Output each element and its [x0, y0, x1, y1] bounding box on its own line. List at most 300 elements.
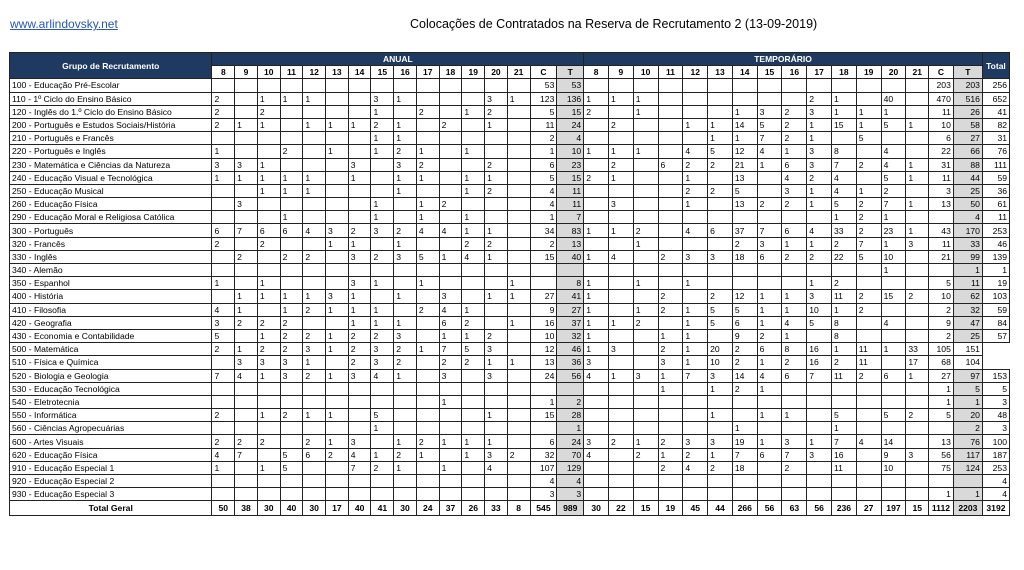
temp-cell: 5 [929, 277, 954, 290]
temp-cell: 33 [953, 237, 982, 250]
temp-cell [633, 171, 658, 184]
anual-cell [507, 171, 530, 184]
anual-cell: 53 [557, 79, 584, 92]
anual-cell [507, 382, 530, 395]
anual-cell [462, 382, 485, 395]
temp-cell: 1 [906, 198, 929, 211]
anual-col-19: 19 [462, 66, 485, 79]
anual-cell [235, 422, 258, 435]
anual-cell: 2 [416, 435, 439, 448]
temp-cell [782, 475, 807, 488]
anual-cell [212, 475, 235, 488]
anual-cell: 15 [530, 250, 557, 263]
temp-cell [807, 382, 832, 395]
temp-cell: 4 [683, 224, 708, 237]
anual-cell [394, 264, 417, 277]
anual-cell: 1 [348, 118, 371, 131]
temp-cell: 2 [708, 461, 733, 474]
temp-cell: 1 [658, 369, 683, 382]
temp-cell: 2 [782, 461, 807, 474]
temp-cell: 1 [608, 224, 633, 237]
temp-cell: 58 [953, 118, 982, 131]
temp-cell [708, 171, 733, 184]
anual-cell: 1 [303, 118, 326, 131]
anual-cell [257, 198, 280, 211]
temp-cell: 16 [807, 343, 832, 356]
temp-cell: 2 [608, 158, 633, 171]
temp-cell: 1 [584, 343, 609, 356]
anual-cell: 1 [439, 250, 462, 263]
anual-cell: 1 [235, 171, 258, 184]
anual-cell [326, 79, 349, 92]
anual-cell: 1 [371, 277, 394, 290]
anual-cell [326, 488, 349, 501]
anual-cell: 2 [394, 145, 417, 158]
temp-cell: 2 [856, 290, 881, 303]
temp-cell: 2 [807, 92, 832, 105]
anual-cell: 1 [280, 303, 303, 316]
anual-cell [303, 475, 326, 488]
temp-cell: 7 [832, 435, 857, 448]
anual-cell [416, 290, 439, 303]
anual-cell [439, 488, 462, 501]
temp-cell [782, 92, 807, 105]
anual-cell: 2 [212, 343, 235, 356]
total-temp-cell: 27 [856, 501, 881, 516]
anual-cell: 1 [326, 118, 349, 131]
anual-cell: 1 [371, 211, 394, 224]
anual-cell: 7 [235, 448, 258, 461]
temp-cell: 21 [929, 250, 954, 263]
temp-cell: 27 [953, 132, 982, 145]
anual-cell: 1 [326, 237, 349, 250]
temp-cell [832, 475, 857, 488]
temp-cell: 6 [658, 158, 683, 171]
temp-cell [608, 422, 633, 435]
total-temp-cell: 1112 [929, 501, 954, 516]
temp-cell: 47 [953, 316, 982, 329]
temp-cell [906, 461, 929, 474]
temp-cell [856, 461, 881, 474]
anual-cell: 2 [485, 158, 508, 171]
temp-cell [856, 316, 881, 329]
anual-cell: 5 [280, 448, 303, 461]
temp-cell: 13 [929, 198, 954, 211]
anual-cell [257, 475, 280, 488]
temp-cell [633, 132, 658, 145]
temp-cell: 2 [757, 329, 782, 342]
anual-cell [439, 105, 462, 118]
anual-cell: 1 [507, 316, 530, 329]
anual-cell [326, 171, 349, 184]
temp-cell: 2 [708, 290, 733, 303]
temp-cell [584, 488, 609, 501]
total-temp-cell: 19 [658, 501, 683, 516]
temp-cell: 3 [584, 356, 609, 369]
temp-cell [633, 409, 658, 422]
temp-cell [881, 488, 906, 501]
anual-cell: 28 [557, 409, 584, 422]
anual-cell: 1 [303, 290, 326, 303]
temp-cell [633, 395, 658, 408]
row-label: 910 - Educação Especial 1 [10, 461, 212, 474]
temp-cell: 1 [584, 316, 609, 329]
anual-cell [235, 488, 258, 501]
temp-cell [683, 105, 708, 118]
anual-cell: 1 [303, 92, 326, 105]
anual-cell: 3 [371, 356, 394, 369]
temp-cell: 2 [708, 184, 733, 197]
temp-col-c: C [929, 66, 954, 79]
temp-cell: 2 [807, 171, 832, 184]
row-label: 110 - 1º Ciclo do Ensino Básico [10, 92, 212, 105]
anual-cell [416, 369, 439, 382]
anual-cell: 2 [257, 105, 280, 118]
anual-cell: 1 [326, 145, 349, 158]
temp-cell: 1 [683, 343, 708, 356]
temp-cell: 2 [584, 171, 609, 184]
anual-cell [485, 422, 508, 435]
temp-cell [757, 422, 782, 435]
anual-cell [439, 158, 462, 171]
anual-cell: 1 [280, 184, 303, 197]
anual-cell: 2 [439, 356, 462, 369]
row-label: 420 - Geografia [10, 316, 212, 329]
temp-cell: 1 [782, 409, 807, 422]
anual-cell [462, 488, 485, 501]
anual-cell: 8 [557, 277, 584, 290]
temp-cell [608, 237, 633, 250]
temp-cell [856, 382, 881, 395]
temp-cell [633, 382, 658, 395]
temp-cell: 1 [929, 488, 954, 501]
anual-cell [326, 475, 349, 488]
temp-cell: 1 [881, 105, 906, 118]
anual-col-t: T [557, 66, 584, 79]
temp-cell: 2 [782, 105, 807, 118]
temp-cell [658, 79, 683, 92]
temp-cell: 2 [856, 211, 881, 224]
header-row-main [10, 53, 1010, 66]
anual-cell: 1 [416, 145, 439, 158]
anual-cell: 7 [557, 211, 584, 224]
anual-cell: 1 [326, 435, 349, 448]
total-temp-cell: 266 [732, 501, 757, 516]
anual-cell: 1 [303, 171, 326, 184]
temp-cell [757, 92, 782, 105]
anual-cell: 24 [530, 369, 557, 382]
anual-cell: 2 [235, 316, 258, 329]
temp-cell [608, 303, 633, 316]
temp-cell: 1 [683, 329, 708, 342]
anual-cell: 53 [530, 79, 557, 92]
temp-cell [584, 198, 609, 211]
temp-cell: 4 [881, 316, 906, 329]
temp-cell [856, 277, 881, 290]
temp-cell [906, 105, 929, 118]
anual-cell: 1 [257, 290, 280, 303]
anual-cell: 2 [394, 224, 417, 237]
temp-cell: 3 [683, 435, 708, 448]
anual-cell [462, 475, 485, 488]
temp-cell [782, 277, 807, 290]
anual-cell [257, 145, 280, 158]
anual-cell: 1 [485, 224, 508, 237]
total-anual-cell: 50 [212, 501, 235, 516]
temp-cell: 470 [929, 92, 954, 105]
temp-cell: 117 [953, 448, 982, 461]
temp-cell: 2 [906, 290, 929, 303]
temp-cell: 5 [953, 382, 982, 395]
temp-cell [683, 79, 708, 92]
anual-cell: 1 [257, 158, 280, 171]
temp-cell: 2 [633, 448, 658, 461]
temp-cell [929, 264, 954, 277]
anual-cell: 1 [394, 171, 417, 184]
anual-cell [303, 211, 326, 224]
anual-cell [303, 132, 326, 145]
temp-cell: 13 [732, 171, 757, 184]
temp-col-12: 12 [683, 66, 708, 79]
anual-cell [348, 184, 371, 197]
anual-cell [257, 303, 280, 316]
anual-cell [507, 250, 530, 263]
row-label: 120 - Inglês do 1.º Ciclo do Ensino Básico [10, 105, 212, 118]
table-row [10, 105, 1010, 118]
anual-cell [212, 356, 235, 369]
temp-cell [658, 277, 683, 290]
anual-cell: 1 [557, 422, 584, 435]
row-label: 400 - História [10, 290, 212, 303]
total-anual-cell: 24 [416, 501, 439, 516]
temp-cell: 40 [881, 92, 906, 105]
anual-cell: 2 [212, 409, 235, 422]
temp-cell [906, 395, 929, 408]
table-row [10, 475, 1010, 488]
anual-cell: 1 [507, 92, 530, 105]
temp-cell: 1 [633, 435, 658, 448]
anual-cell: 1 [257, 184, 280, 197]
anual-cell [348, 422, 371, 435]
temp-cell [608, 264, 633, 277]
temp-cell [856, 448, 881, 461]
anual-cell [303, 145, 326, 158]
temp-cell: 2 [683, 184, 708, 197]
row-total: 5 [982, 382, 1009, 395]
page-title: Colocações de Contratados na Reserva de Recrutamento 2 (13-09-2019) [410, 17, 818, 31]
total-anual-cell: 40 [280, 501, 303, 516]
temp-cell: 13 [929, 435, 954, 448]
row-total: 4 [982, 488, 1009, 501]
anual-cell: 3 [485, 92, 508, 105]
row-total: 104 [953, 356, 982, 369]
temp-cell: 3 [708, 435, 733, 448]
row-total: 11 [982, 211, 1009, 224]
temp-cell: 3 [807, 158, 832, 171]
row-label: 300 - Português [10, 224, 212, 237]
anual-cell: 1 [485, 118, 508, 131]
anual-cell: 2 [280, 316, 303, 329]
temp-cell: 1 [683, 277, 708, 290]
temp-cell: 5 [807, 316, 832, 329]
temp-cell [633, 422, 658, 435]
temp-cell [658, 237, 683, 250]
anual-cell: 4 [557, 132, 584, 145]
anual-cell: 1 [416, 448, 439, 461]
temp-col-20: 20 [881, 66, 906, 79]
anual-cell [416, 264, 439, 277]
anual-cell [439, 79, 462, 92]
temp-cell: 4 [584, 448, 609, 461]
temp-cell [658, 488, 683, 501]
temp-cell [584, 264, 609, 277]
table-row [10, 343, 1010, 356]
anual-cell: 1 [507, 277, 530, 290]
anual-col-11: 11 [280, 66, 303, 79]
anual-cell: 36 [557, 356, 584, 369]
anual-cell: 2 [280, 329, 303, 342]
anual-cell: 3 [348, 435, 371, 448]
temp-cell: 5 [856, 250, 881, 263]
anual-cell: 107 [530, 461, 557, 474]
temp-cell: 8 [832, 316, 857, 329]
anual-cell: 4 [462, 250, 485, 263]
temp-col-10: 10 [633, 66, 658, 79]
temp-cell [633, 475, 658, 488]
anual-cell: 1 [303, 409, 326, 422]
anual-cell: 2 [485, 329, 508, 342]
temp-cell: 1 [906, 158, 929, 171]
temp-cell: 203 [929, 79, 954, 92]
anual-cell: 1 [326, 303, 349, 316]
anual-cell [235, 105, 258, 118]
anual-cell: 5 [416, 250, 439, 263]
temp-col-17: 17 [807, 66, 832, 79]
temp-cell: 2 [782, 356, 807, 369]
temp-cell [906, 435, 929, 448]
temp-cell: 15 [881, 290, 906, 303]
temp-cell: 22 [832, 250, 857, 263]
total-anual-cell: 41 [371, 501, 394, 516]
anual-cell [439, 184, 462, 197]
anual-cell [485, 132, 508, 145]
temp-cell: 1 [929, 382, 954, 395]
temp-cell: 1 [782, 237, 807, 250]
temp-cell [683, 488, 708, 501]
temp-cell: 2 [856, 224, 881, 237]
anual-cell: 2 [371, 461, 394, 474]
temp-cell: 2 [732, 382, 757, 395]
anual-cell: 3 [326, 224, 349, 237]
temp-cell: 1 [608, 369, 633, 382]
anual-cell: 1 [394, 461, 417, 474]
anual-cell: 2 [212, 435, 235, 448]
anual-cell: 11 [557, 184, 584, 197]
table-row [10, 303, 1010, 316]
anual-cell [371, 171, 394, 184]
anual-cell [257, 448, 280, 461]
anual-cell: 1 [212, 145, 235, 158]
temp-cell: 2 [881, 184, 906, 197]
anual-cell: 1 [462, 329, 485, 342]
temp-cell [832, 488, 857, 501]
temp-cell [832, 382, 857, 395]
temp-cell: 2 [906, 409, 929, 422]
temp-cell: 1 [906, 369, 929, 382]
temp-cell: 1 [732, 105, 757, 118]
anual-cell: 2 [557, 395, 584, 408]
row-label: 250 - Educação Musical [10, 184, 212, 197]
row-total: 100 [982, 435, 1009, 448]
anual-cell: 24 [557, 118, 584, 131]
temp-cell [658, 264, 683, 277]
anual-cell: 1 [371, 145, 394, 158]
anual-cell [348, 145, 371, 158]
temp-cell: 1 [757, 290, 782, 303]
temp-cell [584, 395, 609, 408]
table-row [10, 132, 1010, 145]
temp-cell [906, 277, 929, 290]
anual-cell: 1 [530, 145, 557, 158]
anual-cell [462, 264, 485, 277]
anual-cell: 3 [212, 158, 235, 171]
anual-cell: 11 [557, 198, 584, 211]
anual-cell: 2 [235, 435, 258, 448]
temp-cell [856, 264, 881, 277]
row-total: 59 [982, 303, 1009, 316]
total-temp-cell: 63 [782, 501, 807, 516]
anual-cell: 2 [326, 448, 349, 461]
temp-cell [608, 184, 633, 197]
row-label: 550 - Informática [10, 409, 212, 422]
table-row [10, 329, 1010, 342]
temp-cell: 1 [832, 92, 857, 105]
anual-cell [348, 198, 371, 211]
temp-cell: 10 [929, 118, 954, 131]
temp-cell: 88 [953, 158, 982, 171]
anual-col-12: 12 [303, 66, 326, 79]
temp-cell [683, 422, 708, 435]
temp-cell [856, 145, 881, 158]
anual-cell [485, 264, 508, 277]
temp-cell: 14 [732, 118, 757, 131]
temp-col-15: 15 [757, 66, 782, 79]
temp-cell: 6 [757, 448, 782, 461]
temp-cell: 1 [832, 343, 857, 356]
temp-cell: 1 [832, 303, 857, 316]
temp-cell [906, 475, 929, 488]
temp-cell [608, 461, 633, 474]
anual-cell [326, 158, 349, 171]
temp-cell: 3 [757, 237, 782, 250]
temp-cell: 4 [832, 184, 857, 197]
anual-cell [212, 184, 235, 197]
temp-cell: 1 [881, 211, 906, 224]
anual-cell: 1 [416, 277, 439, 290]
anual-cell [439, 237, 462, 250]
temp-cell [608, 382, 633, 395]
temp-cell [608, 277, 633, 290]
anual-cell: 1 [212, 171, 235, 184]
anual-cell [212, 422, 235, 435]
temp-cell: 2 [683, 448, 708, 461]
temp-cell: 10 [881, 461, 906, 474]
temp-cell [832, 264, 857, 277]
site-link[interactable]: www.arlindovsky.net [10, 17, 118, 31]
anual-cell [507, 145, 530, 158]
anual-cell: 6 [530, 158, 557, 171]
temp-cell: 3 [633, 369, 658, 382]
